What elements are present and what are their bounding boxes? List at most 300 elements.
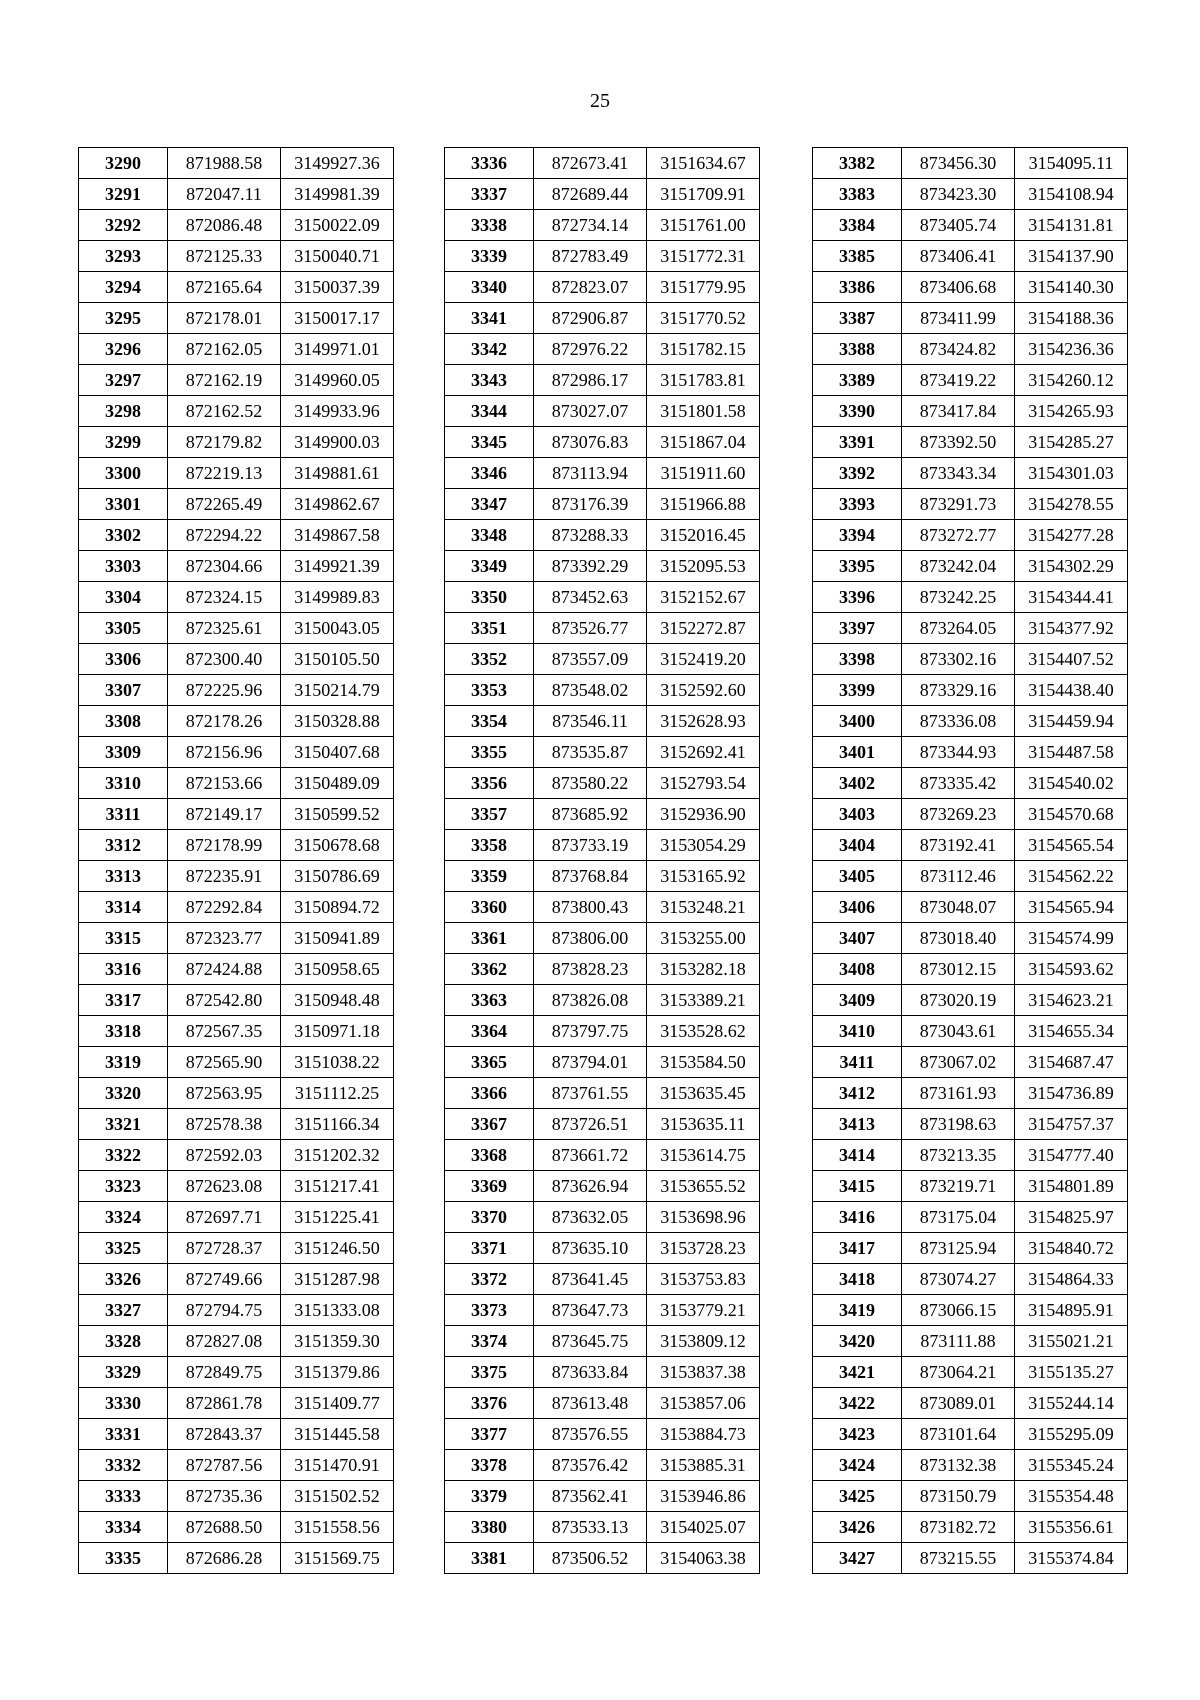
- y-coordinate-cell: 3154864.33: [1015, 1264, 1128, 1295]
- table-row: [79, 551, 394, 582]
- y-coordinate-cell: 3154344.41: [1015, 582, 1128, 613]
- table-row: [79, 427, 394, 458]
- y-coordinate-cell: 3153779.21: [647, 1295, 760, 1326]
- table-row: [79, 520, 394, 551]
- point-number-cell: 3315: [79, 923, 168, 954]
- y-coordinate-cell: 3152419.20: [647, 644, 760, 675]
- x-coordinate-cell: 872787.56: [168, 1450, 281, 1481]
- y-coordinate-cell: 3150017.17: [281, 303, 394, 334]
- y-coordinate-cell: 3154757.37: [1015, 1109, 1128, 1140]
- y-coordinate-cell: 3152592.60: [647, 675, 760, 706]
- y-coordinate-cell: 3151038.22: [281, 1047, 394, 1078]
- y-coordinate-cell: 3153054.29: [647, 830, 760, 861]
- table-row: [813, 520, 1128, 551]
- point-number-cell: 3320: [79, 1078, 168, 1109]
- x-coordinate-cell: 873557.09: [534, 644, 647, 675]
- point-number-cell: 3388: [813, 334, 902, 365]
- x-coordinate-cell: 873645.75: [534, 1326, 647, 1357]
- table-row: [79, 1047, 394, 1078]
- table-row: [813, 1078, 1128, 1109]
- x-coordinate-cell: 873182.72: [902, 1512, 1015, 1543]
- point-number-cell: 3329: [79, 1357, 168, 1388]
- x-coordinate-cell: 873526.77: [534, 613, 647, 644]
- x-coordinate-cell: 873685.92: [534, 799, 647, 830]
- y-coordinate-cell: 3154565.94: [1015, 892, 1128, 923]
- y-coordinate-cell: 3151470.91: [281, 1450, 394, 1481]
- table-row: [79, 1233, 394, 1264]
- y-coordinate-cell: 3153884.73: [647, 1419, 760, 1450]
- point-number-cell: 3363: [445, 985, 534, 1016]
- table-row: [813, 613, 1128, 644]
- table-row: [445, 923, 760, 954]
- table-row: [445, 1481, 760, 1512]
- y-coordinate-cell: 3153635.11: [647, 1109, 760, 1140]
- point-number-cell: 3305: [79, 613, 168, 644]
- x-coordinate-cell: 872728.37: [168, 1233, 281, 1264]
- point-number-cell: 3309: [79, 737, 168, 768]
- table-row: [445, 1450, 760, 1481]
- point-number-cell: 3306: [79, 644, 168, 675]
- x-coordinate-cell: 872156.96: [168, 737, 281, 768]
- x-coordinate-cell: 872125.33: [168, 241, 281, 272]
- point-number-cell: 3291: [79, 179, 168, 210]
- table-row: [445, 1543, 760, 1574]
- x-coordinate-cell: 873535.87: [534, 737, 647, 768]
- x-coordinate-cell: 872592.03: [168, 1140, 281, 1171]
- point-number-cell: 3322: [79, 1140, 168, 1171]
- x-coordinate-cell: 872165.64: [168, 272, 281, 303]
- table-row: [813, 1295, 1128, 1326]
- point-number-cell: 3425: [813, 1481, 902, 1512]
- y-coordinate-cell: 3150022.09: [281, 210, 394, 241]
- point-number-cell: 3407: [813, 923, 902, 954]
- x-coordinate-cell: 873089.01: [902, 1388, 1015, 1419]
- point-number-cell: 3313: [79, 861, 168, 892]
- point-number-cell: 3299: [79, 427, 168, 458]
- point-number-cell: 3319: [79, 1047, 168, 1078]
- point-number-cell: 3311: [79, 799, 168, 830]
- x-coordinate-cell: 873161.93: [902, 1078, 1015, 1109]
- table-row: [813, 1419, 1128, 1450]
- x-coordinate-cell: 872906.87: [534, 303, 647, 334]
- y-coordinate-cell: 3155135.27: [1015, 1357, 1128, 1388]
- y-coordinate-cell: 3151867.04: [647, 427, 760, 458]
- point-number-cell: 3386: [813, 272, 902, 303]
- table-row: [79, 396, 394, 427]
- y-coordinate-cell: 3150971.18: [281, 1016, 394, 1047]
- y-coordinate-cell: 3152936.90: [647, 799, 760, 830]
- table-row: [445, 489, 760, 520]
- table-row: [813, 1326, 1128, 1357]
- table-row: [813, 1140, 1128, 1171]
- table-row: [79, 1295, 394, 1326]
- table-row: [79, 1481, 394, 1512]
- point-number-cell: 3338: [445, 210, 534, 241]
- y-coordinate-cell: 3150043.05: [281, 613, 394, 644]
- table-row: [445, 241, 760, 272]
- point-number-cell: 3426: [813, 1512, 902, 1543]
- y-coordinate-cell: 3154407.52: [1015, 644, 1128, 675]
- y-coordinate-cell: 3154777.40: [1015, 1140, 1128, 1171]
- x-coordinate-cell: 873548.02: [534, 675, 647, 706]
- table-row: [79, 675, 394, 706]
- y-coordinate-cell: 3154063.38: [647, 1543, 760, 1574]
- table-row: [445, 272, 760, 303]
- table-row: [79, 1326, 394, 1357]
- x-coordinate-cell: 873076.83: [534, 427, 647, 458]
- table-row: [79, 272, 394, 303]
- y-coordinate-cell: 3151359.30: [281, 1326, 394, 1357]
- x-coordinate-cell: 873641.45: [534, 1264, 647, 1295]
- point-number-cell: 3357: [445, 799, 534, 830]
- y-coordinate-cell: 3152152.67: [647, 582, 760, 613]
- point-number-cell: 3341: [445, 303, 534, 334]
- y-coordinate-cell: 3150599.52: [281, 799, 394, 830]
- point-number-cell: 3351: [445, 613, 534, 644]
- table-row: [79, 985, 394, 1016]
- table-row: [79, 1171, 394, 1202]
- table-row: [79, 1264, 394, 1295]
- x-coordinate-cell: 873343.34: [902, 458, 1015, 489]
- y-coordinate-cell: 3151409.77: [281, 1388, 394, 1419]
- y-coordinate-cell: 3153255.00: [647, 923, 760, 954]
- x-coordinate-cell: 873242.25: [902, 582, 1015, 613]
- table-row: [445, 179, 760, 210]
- point-number-cell: 3348: [445, 520, 534, 551]
- x-coordinate-cell: 873423.30: [902, 179, 1015, 210]
- point-number-cell: 3343: [445, 365, 534, 396]
- y-coordinate-cell: 3154108.94: [1015, 179, 1128, 210]
- y-coordinate-cell: 3151779.95: [647, 272, 760, 303]
- y-coordinate-cell: 3151333.08: [281, 1295, 394, 1326]
- x-coordinate-cell: 872565.90: [168, 1047, 281, 1078]
- y-coordinate-cell: 3149881.61: [281, 458, 394, 489]
- x-coordinate-cell: 873632.05: [534, 1202, 647, 1233]
- table-row: [445, 365, 760, 396]
- point-number-cell: 3296: [79, 334, 168, 365]
- x-coordinate-cell: 872749.66: [168, 1264, 281, 1295]
- x-coordinate-cell: 872578.38: [168, 1109, 281, 1140]
- table-row: [79, 1078, 394, 1109]
- y-coordinate-cell: 3154623.21: [1015, 985, 1128, 1016]
- table-row: [445, 582, 760, 613]
- point-number-cell: 3391: [813, 427, 902, 458]
- x-coordinate-cell: 873726.51: [534, 1109, 647, 1140]
- point-number-cell: 3399: [813, 675, 902, 706]
- point-number-cell: 3301: [79, 489, 168, 520]
- table-row: [445, 458, 760, 489]
- x-coordinate-cell: 873101.64: [902, 1419, 1015, 1450]
- y-coordinate-cell: 3152272.87: [647, 613, 760, 644]
- x-coordinate-cell: 872563.95: [168, 1078, 281, 1109]
- y-coordinate-cell: 3152793.54: [647, 768, 760, 799]
- point-number-cell: 3405: [813, 861, 902, 892]
- x-coordinate-cell: 873336.08: [902, 706, 1015, 737]
- y-coordinate-cell: 3152692.41: [647, 737, 760, 768]
- table-row: [813, 148, 1128, 179]
- x-coordinate-cell: 873546.11: [534, 706, 647, 737]
- table-row: [813, 954, 1128, 985]
- x-coordinate-cell: 873405.74: [902, 210, 1015, 241]
- x-coordinate-cell: 873392.50: [902, 427, 1015, 458]
- y-coordinate-cell: 3150948.48: [281, 985, 394, 1016]
- table-row: [813, 210, 1128, 241]
- y-coordinate-cell: 3153248.21: [647, 892, 760, 923]
- table-row: [445, 427, 760, 458]
- x-coordinate-cell: 873302.16: [902, 644, 1015, 675]
- y-coordinate-cell: 3153837.38: [647, 1357, 760, 1388]
- y-coordinate-cell: 3151445.58: [281, 1419, 394, 1450]
- point-number-cell: 3372: [445, 1264, 534, 1295]
- y-coordinate-cell: 3154278.55: [1015, 489, 1128, 520]
- x-coordinate-cell: 872225.96: [168, 675, 281, 706]
- point-number-cell: 3340: [445, 272, 534, 303]
- table-row: [813, 1171, 1128, 1202]
- x-coordinate-cell: 872976.22: [534, 334, 647, 365]
- y-coordinate-cell: 3155244.14: [1015, 1388, 1128, 1419]
- table-row: [79, 241, 394, 272]
- table-row: [813, 892, 1128, 923]
- point-number-cell: 3404: [813, 830, 902, 861]
- point-number-cell: 3310: [79, 768, 168, 799]
- table-row: [445, 1264, 760, 1295]
- y-coordinate-cell: 3155374.84: [1015, 1543, 1128, 1574]
- y-coordinate-cell: 3154260.12: [1015, 365, 1128, 396]
- table-row: [445, 1233, 760, 1264]
- table-row: [445, 737, 760, 768]
- table-row: [813, 985, 1128, 1016]
- table-row: [79, 1388, 394, 1419]
- x-coordinate-cell: 873661.72: [534, 1140, 647, 1171]
- y-coordinate-cell: 3149933.96: [281, 396, 394, 427]
- y-coordinate-cell: 3154301.03: [1015, 458, 1128, 489]
- y-coordinate-cell: 3154140.30: [1015, 272, 1128, 303]
- table-row: [79, 1543, 394, 1574]
- table-row: [79, 334, 394, 365]
- y-coordinate-cell: 3152095.53: [647, 551, 760, 582]
- table-row: [79, 1450, 394, 1481]
- x-coordinate-cell: 873826.08: [534, 985, 647, 1016]
- table-row: [79, 582, 394, 613]
- point-number-cell: 3333: [79, 1481, 168, 1512]
- x-coordinate-cell: 873761.55: [534, 1078, 647, 1109]
- point-number-cell: 3387: [813, 303, 902, 334]
- point-number-cell: 3307: [79, 675, 168, 706]
- table-row: [813, 272, 1128, 303]
- x-coordinate-cell: 872673.41: [534, 148, 647, 179]
- y-coordinate-cell: 3154840.72: [1015, 1233, 1128, 1264]
- y-coordinate-cell: 3150894.72: [281, 892, 394, 923]
- table-row: [813, 179, 1128, 210]
- x-coordinate-cell: 872688.50: [168, 1512, 281, 1543]
- point-number-cell: 3300: [79, 458, 168, 489]
- x-coordinate-cell: 873626.94: [534, 1171, 647, 1202]
- point-number-cell: 3314: [79, 892, 168, 923]
- y-coordinate-cell: 3154459.94: [1015, 706, 1128, 737]
- point-number-cell: 3370: [445, 1202, 534, 1233]
- table-row: [813, 644, 1128, 675]
- y-coordinate-cell: 3154593.62: [1015, 954, 1128, 985]
- point-number-cell: 3373: [445, 1295, 534, 1326]
- x-coordinate-cell: 873111.88: [902, 1326, 1015, 1357]
- y-coordinate-cell: 3151112.25: [281, 1078, 394, 1109]
- table-row: [813, 799, 1128, 830]
- y-coordinate-cell: 3153584.50: [647, 1047, 760, 1078]
- y-coordinate-cell: 3155356.61: [1015, 1512, 1128, 1543]
- table-row: [445, 1016, 760, 1047]
- y-coordinate-cell: 3150678.68: [281, 830, 394, 861]
- point-number-cell: 3295: [79, 303, 168, 334]
- table-row: [79, 613, 394, 644]
- x-coordinate-cell: 872300.40: [168, 644, 281, 675]
- y-coordinate-cell: 3149989.83: [281, 582, 394, 613]
- point-number-cell: 3339: [445, 241, 534, 272]
- coordinate-table-2: [444, 147, 760, 1574]
- point-number-cell: 3358: [445, 830, 534, 861]
- point-number-cell: 3350: [445, 582, 534, 613]
- point-number-cell: 3367: [445, 1109, 534, 1140]
- point-number-cell: 3297: [79, 365, 168, 396]
- y-coordinate-cell: 3151166.34: [281, 1109, 394, 1140]
- x-coordinate-cell: 873150.79: [902, 1481, 1015, 1512]
- point-number-cell: 3328: [79, 1326, 168, 1357]
- table-row: [813, 241, 1128, 272]
- point-number-cell: 3393: [813, 489, 902, 520]
- x-coordinate-cell: 873580.22: [534, 768, 647, 799]
- point-number-cell: 3294: [79, 272, 168, 303]
- y-coordinate-cell: 3150958.65: [281, 954, 394, 985]
- point-number-cell: 3317: [79, 985, 168, 1016]
- table-row: [445, 1202, 760, 1233]
- x-coordinate-cell: 871988.58: [168, 148, 281, 179]
- x-coordinate-cell: 873806.00: [534, 923, 647, 954]
- y-coordinate-cell: 3151634.67: [647, 148, 760, 179]
- table-row: [813, 365, 1128, 396]
- table-row: [445, 1512, 760, 1543]
- x-coordinate-cell: 873344.93: [902, 737, 1015, 768]
- x-coordinate-cell: 872823.07: [534, 272, 647, 303]
- point-number-cell: 3364: [445, 1016, 534, 1047]
- point-number-cell: 3374: [445, 1326, 534, 1357]
- x-coordinate-cell: 872178.99: [168, 830, 281, 861]
- point-number-cell: 3356: [445, 768, 534, 799]
- x-coordinate-cell: 873411.99: [902, 303, 1015, 334]
- y-coordinate-cell: 3149981.39: [281, 179, 394, 210]
- point-number-cell: 3422: [813, 1388, 902, 1419]
- x-coordinate-cell: 873406.41: [902, 241, 1015, 272]
- x-coordinate-cell: 873576.55: [534, 1419, 647, 1450]
- table-row: [445, 1419, 760, 1450]
- x-coordinate-cell: 873288.33: [534, 520, 647, 551]
- y-coordinate-cell: 3152628.93: [647, 706, 760, 737]
- y-coordinate-cell: 3151217.41: [281, 1171, 394, 1202]
- y-coordinate-cell: 3153389.21: [647, 985, 760, 1016]
- point-number-cell: 3323: [79, 1171, 168, 1202]
- point-number-cell: 3406: [813, 892, 902, 923]
- x-coordinate-cell: 872843.37: [168, 1419, 281, 1450]
- table-row: [79, 210, 394, 241]
- point-number-cell: 3349: [445, 551, 534, 582]
- y-coordinate-cell: 3151772.31: [647, 241, 760, 272]
- x-coordinate-cell: 872304.66: [168, 551, 281, 582]
- y-coordinate-cell: 3151502.52: [281, 1481, 394, 1512]
- x-coordinate-cell: 873064.21: [902, 1357, 1015, 1388]
- x-coordinate-cell: 872697.71: [168, 1202, 281, 1233]
- x-coordinate-cell: 873012.15: [902, 954, 1015, 985]
- y-coordinate-cell: 3154540.02: [1015, 768, 1128, 799]
- point-number-cell: 3330: [79, 1388, 168, 1419]
- table-row: [79, 768, 394, 799]
- y-coordinate-cell: 3153698.96: [647, 1202, 760, 1233]
- point-number-cell: 3334: [79, 1512, 168, 1543]
- y-coordinate-cell: 3154137.90: [1015, 241, 1128, 272]
- y-coordinate-cell: 3151558.56: [281, 1512, 394, 1543]
- x-coordinate-cell: 872827.08: [168, 1326, 281, 1357]
- y-coordinate-cell: 3149900.03: [281, 427, 394, 458]
- x-coordinate-cell: 872735.36: [168, 1481, 281, 1512]
- y-coordinate-cell: 3154487.58: [1015, 737, 1128, 768]
- x-coordinate-cell: 873018.40: [902, 923, 1015, 954]
- x-coordinate-cell: 872292.84: [168, 892, 281, 923]
- x-coordinate-cell: 873329.16: [902, 675, 1015, 706]
- x-coordinate-cell: 873633.84: [534, 1357, 647, 1388]
- x-coordinate-cell: 872162.52: [168, 396, 281, 427]
- x-coordinate-cell: 872047.11: [168, 179, 281, 210]
- point-number-cell: 3327: [79, 1295, 168, 1326]
- x-coordinate-cell: 872734.14: [534, 210, 647, 241]
- y-coordinate-cell: 3149960.05: [281, 365, 394, 396]
- table-row: [79, 303, 394, 334]
- point-number-cell: 3318: [79, 1016, 168, 1047]
- table-row: [445, 1140, 760, 1171]
- table-row: [79, 1109, 394, 1140]
- point-number-cell: 3344: [445, 396, 534, 427]
- x-coordinate-cell: 872849.75: [168, 1357, 281, 1388]
- x-coordinate-cell: 873576.42: [534, 1450, 647, 1481]
- y-coordinate-cell: 3151202.32: [281, 1140, 394, 1171]
- point-number-cell: 3395: [813, 551, 902, 582]
- point-number-cell: 3316: [79, 954, 168, 985]
- y-coordinate-cell: 3154736.89: [1015, 1078, 1128, 1109]
- x-coordinate-cell: 873125.94: [902, 1233, 1015, 1264]
- x-coordinate-cell: 873417.84: [902, 396, 1015, 427]
- x-coordinate-cell: 872623.08: [168, 1171, 281, 1202]
- point-number-cell: 3392: [813, 458, 902, 489]
- table-row: [79, 1016, 394, 1047]
- y-coordinate-cell: 3151379.86: [281, 1357, 394, 1388]
- x-coordinate-cell: 873562.41: [534, 1481, 647, 1512]
- table-row: [445, 799, 760, 830]
- x-coordinate-cell: 872325.61: [168, 613, 281, 644]
- x-coordinate-cell: 872178.26: [168, 706, 281, 737]
- table-row: [79, 644, 394, 675]
- x-coordinate-cell: 873419.22: [902, 365, 1015, 396]
- y-coordinate-cell: 3151770.52: [647, 303, 760, 334]
- x-coordinate-cell: 873264.05: [902, 613, 1015, 644]
- y-coordinate-cell: 3154825.97: [1015, 1202, 1128, 1233]
- point-number-cell: 3377: [445, 1419, 534, 1450]
- y-coordinate-cell: 3154565.54: [1015, 830, 1128, 861]
- x-coordinate-cell: 872542.80: [168, 985, 281, 1016]
- table-row: [79, 954, 394, 985]
- x-coordinate-cell: 872323.77: [168, 923, 281, 954]
- table-row: [445, 985, 760, 1016]
- table-row: [445, 520, 760, 551]
- x-coordinate-cell: 873074.27: [902, 1264, 1015, 1295]
- y-coordinate-cell: 3150489.09: [281, 768, 394, 799]
- point-number-cell: 3402: [813, 768, 902, 799]
- point-number-cell: 3342: [445, 334, 534, 365]
